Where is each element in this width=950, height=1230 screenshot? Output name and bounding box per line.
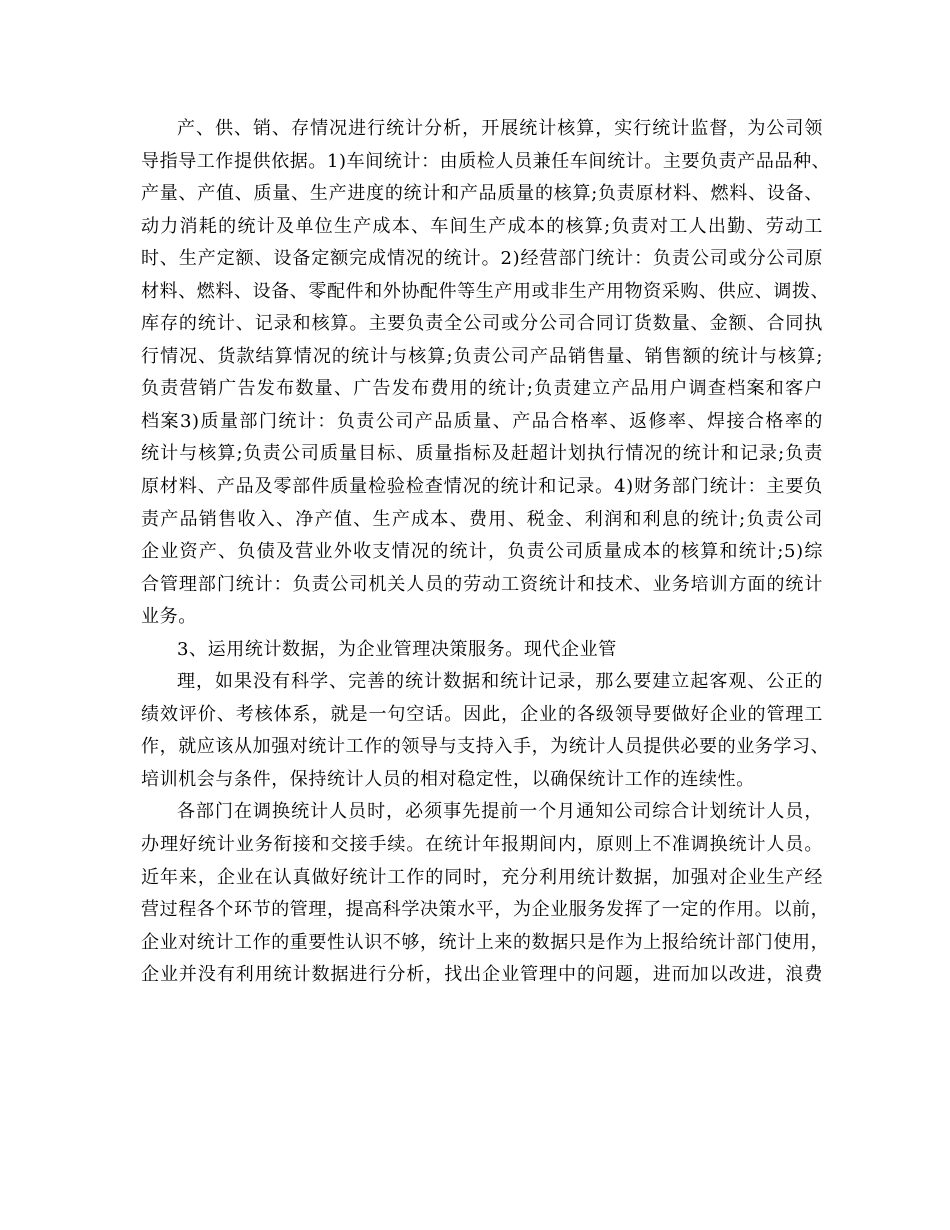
text-line: 企业资产、负债及营业外收支情况的统计，负责公司质量成本的核算和统计;5)综 [141,541,823,563]
text-line: 统计与核算;负责公司质量目标、质量指标及赶超计划执行情况的统计和记录;负责 [141,443,823,465]
text-line: 产、供、销、存情况进行统计分析，开展统计核算，实行统计监督，为公司领 [177,118,823,139]
text-line: 行情况、货款结算情况的统计与核算;负责公司产品销售量、销售额的统计与核算; [141,345,823,367]
text-line: 原材料、产品及零部件质量检验检查情况的统计和记录。4)财务部门统计：主要负 [141,476,823,498]
text-line: 档案3)质量部门统计：负责公司产品质量、产品合格率、返修率、焊接合格率的 [141,410,823,432]
text-line: 企业对统计工作的重要性认识不够，统计上来的数据只是作为上报给统计部门使用， [141,931,830,953]
text-line: 库存的统计、记录和核算。主要负责全公司或分公司合同订货数量、金额、合同执 [141,313,823,335]
text-line: 理，如果没有科学、完善的统计数据和统计记录，那么要建立起客观、公正的 [177,671,823,693]
text-line: 培训机会与条件，保持统计人员的相对稳定性，以确保统计工作的连续性。 [141,768,755,790]
text-line: 作，就应该从加强对统计工作的领导与支持入手，为统计人员提供必要的业务学习、 [141,736,830,758]
text-line: 办理好统计业务衔接和交接手续。在统计年报期间内，原则上不准调换统计人员。 [141,834,823,856]
text-line: 时、生产定额、设备定额完成情况的统计。2)经营部门统计：负责公司或分公司原 [141,248,823,270]
text-line: 责产品销售收入、净产值、生产成本、费用、税金、利润和利息的统计;负责公司 [141,508,823,530]
text-line: 近年来，企业在认真做好统计工作的同时，充分利用统计数据，加强对企业生产经 [141,866,823,888]
text-line: 动力消耗的统计及单位生产成本、车间生产成本的核算;负责对工人出勤、劳动工 [141,215,823,237]
text-line: 负责营销广告发布数量、广告发布费用的统计;负责建立产品用户调查档案和客户 [141,378,823,400]
body-text [141,113,831,992]
text-line: 导指导工作提供依据。1)车间统计：由质检人员兼任车间统计。主要负责产品品种、 [141,150,831,172]
text-line: 材料、燃料、设备、零配件和外协配件等生产用或非生产用物资采购、供应、调拨、 [141,280,830,302]
text-line: 各部门在调换统计人员时，必须事先提前一个月通知公司综合计划统计人员， [177,801,823,823]
text-line: 3、运用统计数据，为企业管理决策服务。现代企业管 [177,638,617,660]
text-line: 业务。 [141,606,197,628]
text-line: 企业并没有利用统计数据进行分析，找出企业管理中的问题，进而加以改进，浪费 [141,964,823,986]
text-line: 合管理部门统计：负责公司机关人员的劳动工资统计和技术、业务培训方面的统计 [141,573,823,595]
text-line: 绩效评价、考核体系，就是一句空话。因此，企业的各级领导要做好企业的管理工 [141,703,823,725]
text-line: 营过程各个环节的管理，提高科学决策水平，为企业服务发挥了一定的作用。以前， [141,899,830,921]
text-line: 产量、产值、质量、生产进度的统计和产品质量的核算;负责原材料、燃料、设备、 [141,183,823,205]
